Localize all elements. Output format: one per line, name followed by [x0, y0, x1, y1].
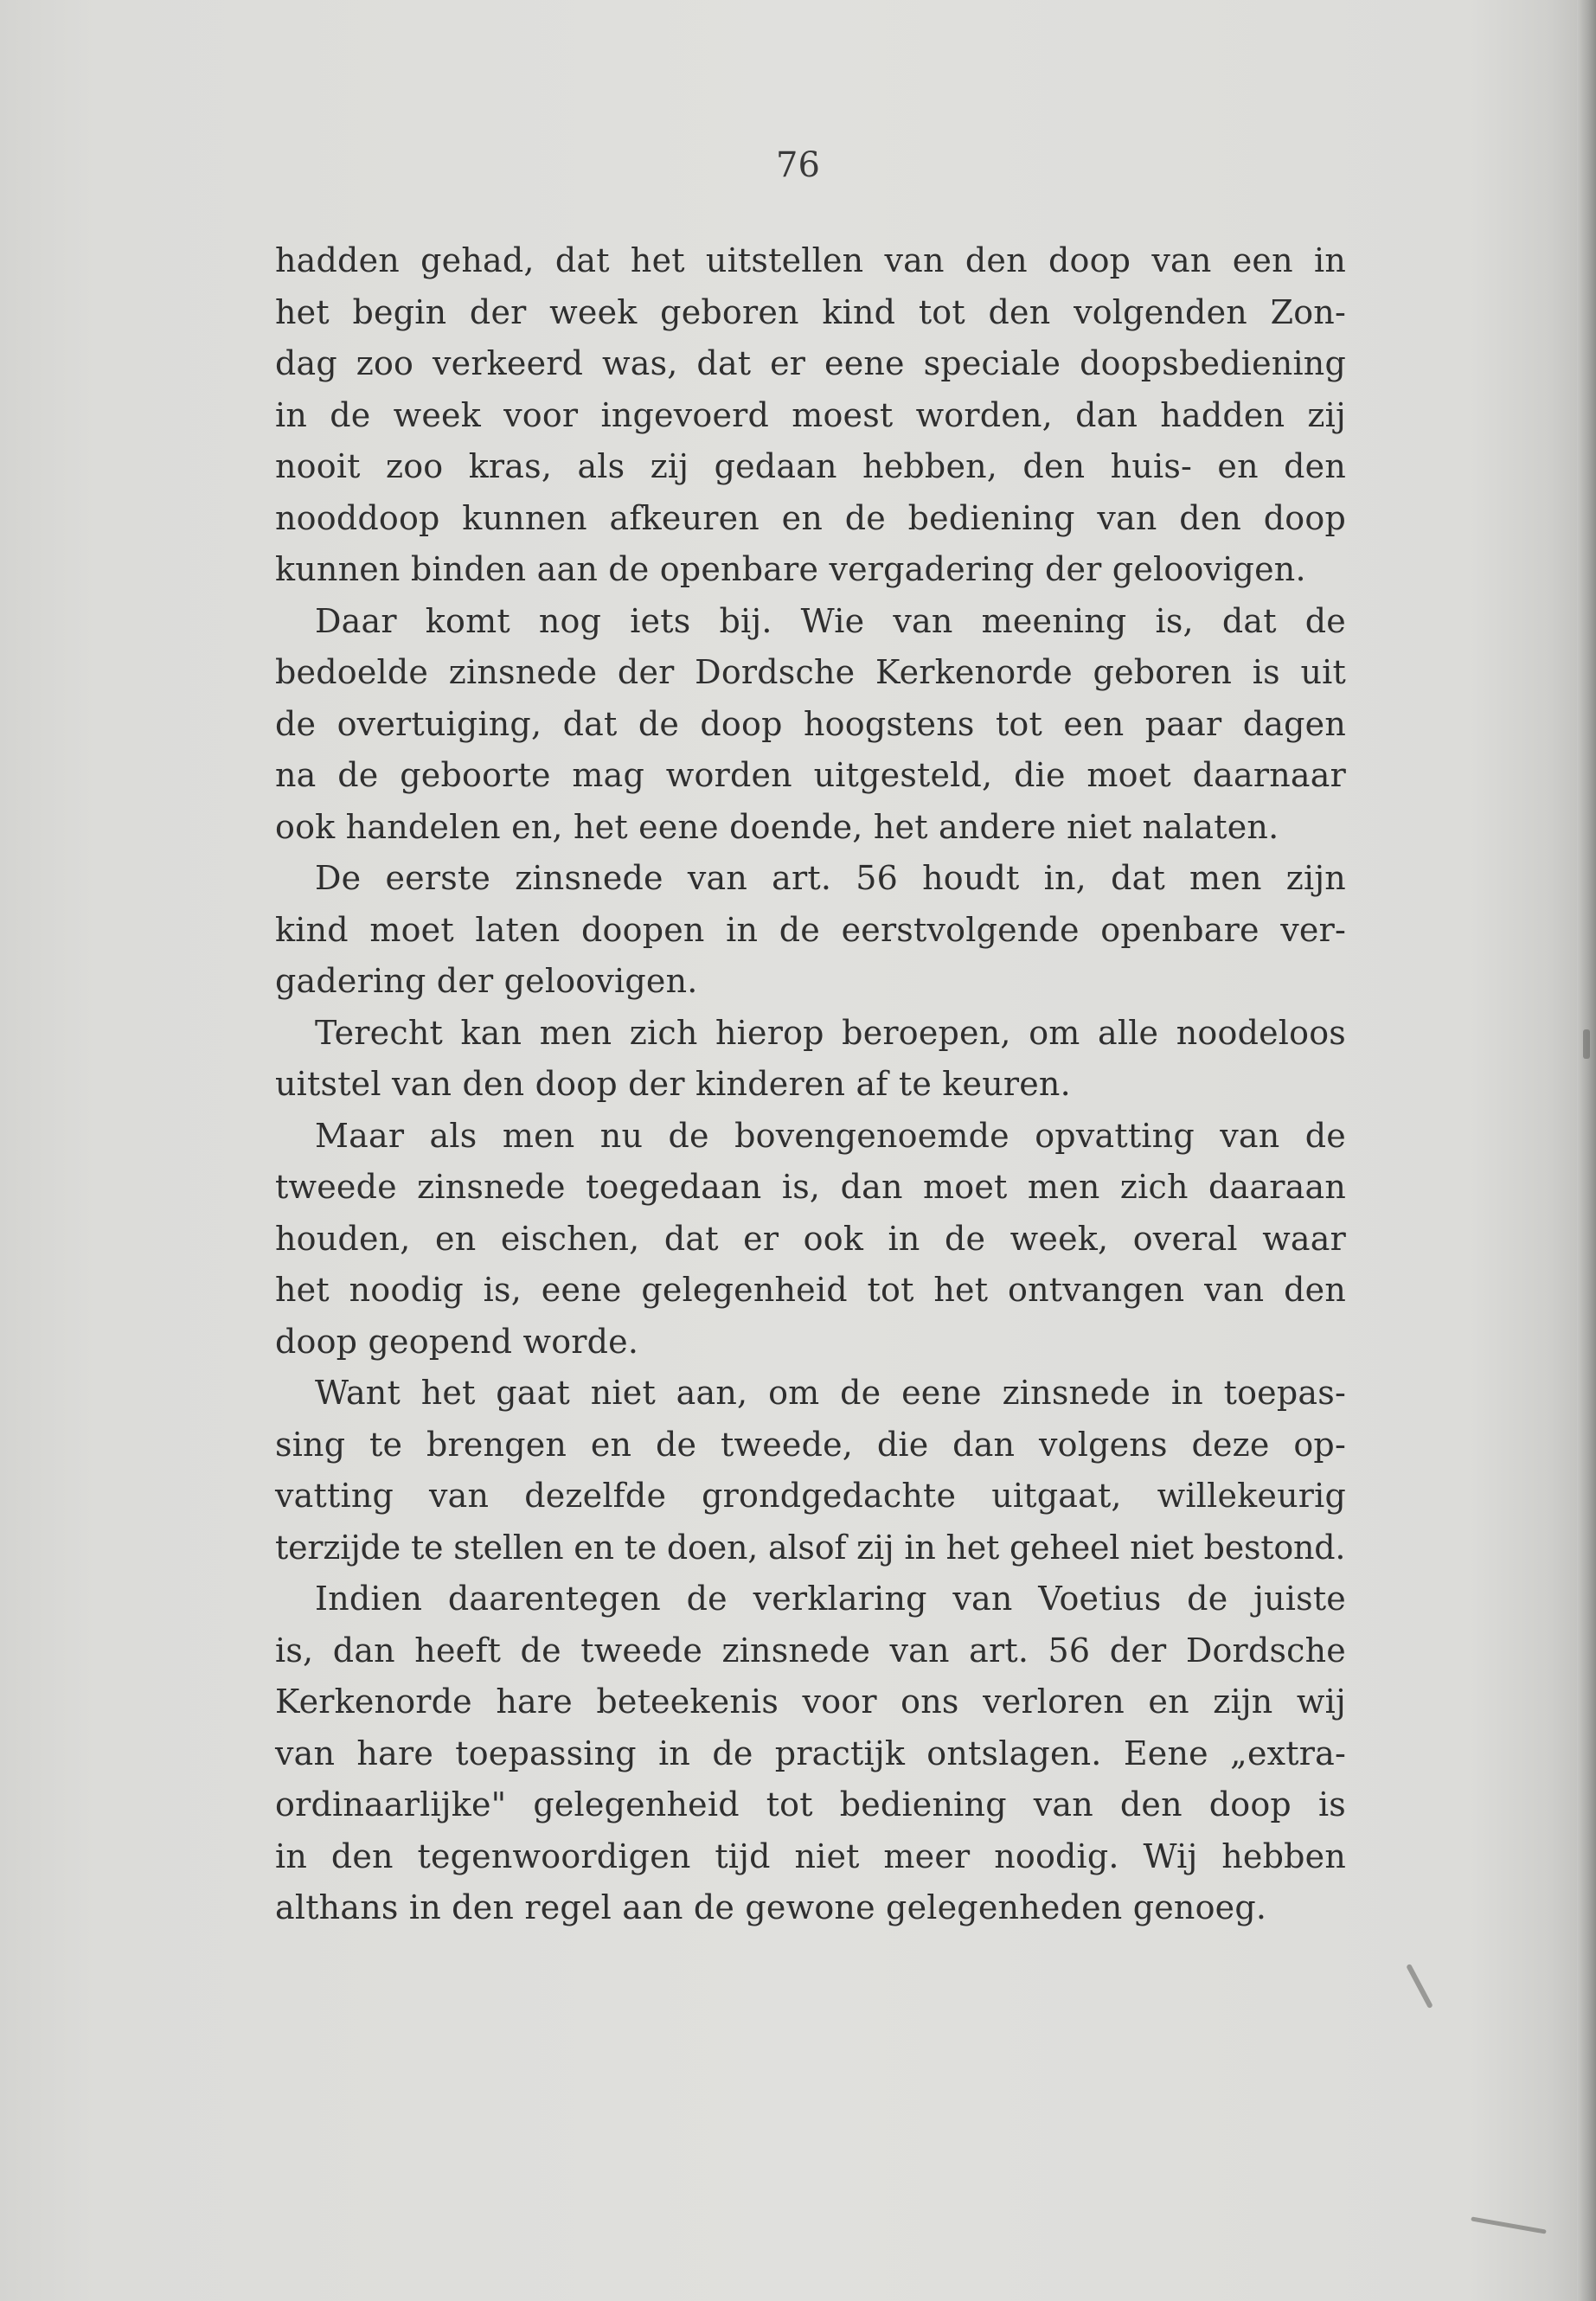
body-text	[275, 235, 1346, 1934]
page-number: 76	[776, 145, 820, 185]
text-line: nooit zoo kras, als zij gedaan hebben, den huis- en den	[275, 447, 1346, 485]
text-line: Daar komt nog iets bij. Wie van meening is, dat de	[315, 601, 1346, 640]
text-line: kind moet laten doopen in de eerstvolgende openbare ver-	[275, 910, 1346, 949]
page-edge-shadow	[1577, 0, 1596, 2301]
ink-smudge	[1583, 1029, 1590, 1059]
text-line: nooddoop kunnen afkeuren en de bediening van den doop	[275, 498, 1346, 537]
text-line: bedoelde zinsnede der Dordsche Kerkenorde geboren is uit	[275, 653, 1346, 691]
text-line: althans in den regel aan de gewone gelegenheden genoeg.	[275, 1888, 1267, 1926]
text-line: ook handelen en, het eene doende, het andere niet nalaten.	[275, 807, 1279, 846]
text-line: in de week voor ingevoerd moest worden, dan hadden zij	[275, 395, 1346, 434]
text-line: het begin der week geboren kind tot den volgenden Zon-	[275, 292, 1346, 331]
ink-smudge	[1406, 1964, 1433, 2009]
text-line: uitstel van den doop der kinderen af te keuren.	[275, 1065, 1071, 1103]
text-line: dag zoo verkeerd was, dat er eene speciale doopsbediening	[275, 344, 1346, 382]
text-line: is, dan heeft de tweede zinsnede van art. 56 der Dordsche	[275, 1631, 1346, 1670]
text-line: van hare toepassing in de practijk ontslagen. Eene „extra-	[275, 1734, 1346, 1772]
text-line: vatting van dezelfde grondgedachte uitgaat, willekeurig	[275, 1477, 1346, 1515]
text-line: de overtuiging, dat de doop hoogstens tot een paar dagen	[275, 704, 1346, 743]
text-line: na de geboorte mag worden uitgesteld, die moet daarnaar	[275, 756, 1346, 794]
text-line: De eerste zinsnede van art. 56 houdt in, dat men zijn	[315, 859, 1346, 897]
text-line: kunnen binden aan de openbare vergadering der geloovigen.	[275, 550, 1306, 588]
text-line: Maar als men nu de bovengenoemde opvatting van de	[315, 1116, 1346, 1155]
ink-smudge	[1471, 2216, 1547, 2234]
text-line: ordinaarlijke" gelegenheid tot bediening van den doop is	[275, 1785, 1346, 1823]
text-line: tweede zinsnede toegedaan is, dan moet men zich daaraan	[275, 1168, 1346, 1206]
text-line: Indien daarentegen de verklaring van Voetius de juiste	[315, 1580, 1346, 1618]
text-line: Want het gaat niet aan, om de eene zinsnede in toepas-	[315, 1374, 1346, 1412]
text-line: Terecht kan men zich hierop beroepen, om alle noodeloos	[315, 1013, 1346, 1052]
text-line: doop geopend worde.	[275, 1322, 639, 1361]
text-line: terzijde te stellen en te doen, alsof zij in het geheel niet bestond.	[275, 1528, 1346, 1567]
text-line: gadering der geloovigen.	[275, 962, 698, 1000]
text-line: Kerkenorde hare beteekenis voor ons verloren en zijn wij	[275, 1682, 1346, 1721]
text-line: sing te brengen en de tweede, die dan volgens deze op-	[275, 1425, 1346, 1464]
text-line: hadden gehad, dat het uitstellen van den doop van een in	[275, 241, 1346, 279]
text-line: in den tegenwoordigen tijd niet meer noodig. Wij hebben	[275, 1836, 1346, 1875]
text-line: het noodig is, eene gelegenheid tot het ontvangen van den	[275, 1271, 1346, 1309]
text-line: houden, en eischen, dat er ook in de week, overal waar	[275, 1219, 1346, 1258]
